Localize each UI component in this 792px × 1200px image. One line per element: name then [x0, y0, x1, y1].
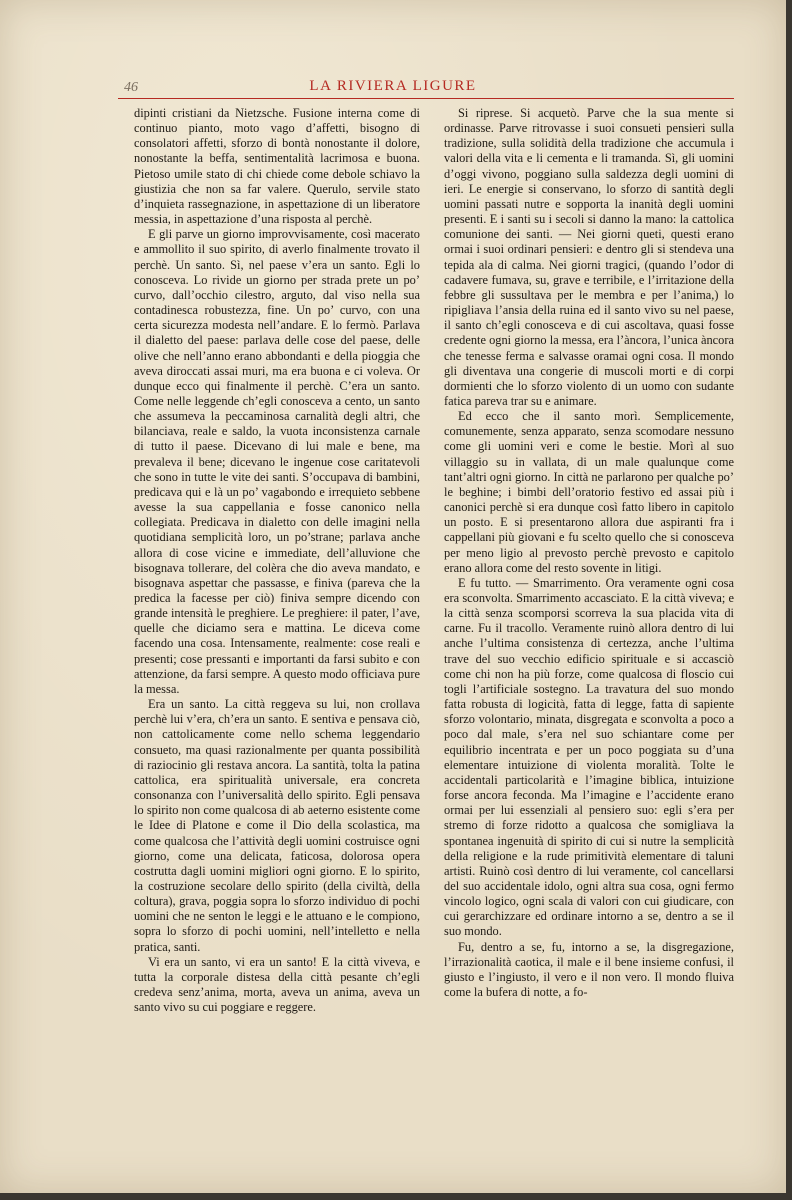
page-header	[0, 78, 786, 98]
paragraph: E fu tutto. — Smarrimento. Ora veramente ogni cosa era sconvolta. Smarrimento accasciato. E la città viveva; e la città senza scomporsi scorreva la sua placida vita di carne. Fu il tracollo. Veramente ruinò allora dentro di lui anche l’ultima consistenza di certezza, anche l’ultima trave del suo vecchio edificio spirituale e si accasciò come chi non ha più forze, come qualcosa di floscio cui togli l’artificiale sostegno. La travatura del suo mondo fatta robusta di logicità, fatta di legge, fatta di sapiente sforzo volontario, minata, disgregata e sconvolta a poco a poco dal male, s’era nel suo schiantare come per equilibrio incentrata e per un poco poggiata su d’una elementare intuizione di violenta moralità. Tolte le accidentali particolarità e l’imagine biblica, intuizione forse ancora feconda. Ma l’imagine e l’accidente erano ormai per lui essenziali al pensiero suo: egli s’era per stremo di forze ridotto a qualcosa che somigliava la spontanea ingenuità di spirito di cui si nutre la semplicità della religione e la rude primitività elementare di taluni artisti. Ruinò così dentro di lui veramente, col cancellarsi del suo accidentale idolo, ogni altra sua cosa, ogni fermo vincolo logico, ogni scala di valori con cui giudicare, con cui gerarchizzare ed ordinare intorno a se, dentro a se il suo mondo.	[444, 575, 734, 939]
paragraph: Si riprese. Si acquetò. Parve che la sua mente si ordinasse. Parve ritrovasse i suoi consueti pensieri sulla tradizione, sulla solidità della tradizione che accumula i valori della vita e li cementa e li tramanda. Sì, gli uomini d’oggi vivono, poggiano sulla saldezza degli uomini di ieri. Le energie si conservano, lo sforzo di santità degli uomini passati nutre e sopporta la inanità degli uomini presenti. E i santi su i secoli si danno la mano: la cattolica comunione dei santi. — Nei giorni queti, questi erano ormai i suoi ordinari pensieri: e dentro gli si stendeva una tepida ala di calma. Nei giorni tragici, (quando l’odor di cadavere fumava, su, grave e terribile, e l’irritazione della febbre gli sussultava per le membra e per l’anima,) lo ripigliava l’ansia della ruina ed il santo vivo su nel paese, il santo ch’egli conosceva e di cui ascoltava, quasi fosse credente ogni giorno la messa, era l’àncora, l’unica àncora che tenesse ferma e salvasse oramai ogni cosa. Il mondo gli diventava una congerie di muscoli morti e di corpi dormienti che lo sforzo violento di un uomo con sudante fatica pareva trar su e animare.	[444, 106, 734, 408]
header-rule	[118, 98, 734, 99]
paragraph: dipinti cristiani da Nietzsche. Fusione interna come di continuo pianto, moto vago d’affetti, bisogno di consolatori affetti, sforzo di bontà nonostante il dolore, nonostante la beffa, sentimentalità lacrimosa e buona. Pietoso umile stato di chi chiede come debole schiavo la giustizia che non sa far valere. Querulo, servile stato d’inquieta rassegnazione, in aspettazione di un liberatore messia, in aspettazione d’una risposta al perchè.	[134, 106, 420, 227]
paragraph: E gli parve un giorno improvvisamente, così macerato e ammollito il suo spirito, di averlo finalmente trovato il perchè. Un santo. Sì, nel paese v’era un santo. Egli lo conosceva. Lo rivide un giorno per strada prete un po’ curvo, dall’occhio cilestro, arguto, dal viso nella sua contadinesca robustezza, fine. Un po’ curvo, con una certa sicurezza modesta nell’andare. E lo fermò. Parlava il dialetto del paese: parlava delle cose del paese, delle olive che nell’anno erano abbondanti e della pioggia che aveva diroccati assai muri, ma era buona e ci voleva. Or dunque ecco qui finalmente il perchè. C’era un santo. Come nelle leggende ch’egli conosceva a cento, un santo che assumeva la peccaminosa carnalità degli altri, che bilanciava, reale e saldo, la vuota inconsistenza carnale di tutto il paese. Dicevano di lui male e bene, ma prevaleva il bene; dicevano le ingenue cose caritatevoli che sono in tutte le vite dei santi. S’occupava di bambini, predicava qui e là un po’ vagabondo e irrequieto sebbene avesse la sua cappellania e fosse canonico nella collegiata. Predicava in dialetto con delle imagini nella quotidiana semplicità loro, un po’strane; parlava anche allora di cose vicine e immediate, dell’alluvione che bisognava tollerare, del colèra che dio aveva mandato, e bisognava aspettar che passasse, e finiva (pareva che la predica la facesse per ciò) finiva sempre dicendo con grande intensità le preghiere. Le preghiere: il pater, l’ave, quelle che diciamo sera e mattina. Le diceva come facendo una cosa. Intensamente, realmente: cose reali e presenti; cose pressanti e importanti da farsi subito e con attenzione, da farsi sempre. A questo modo officiava pure la messa.	[134, 227, 420, 696]
text-column-left	[134, 106, 420, 1106]
text-column-right	[444, 106, 734, 1106]
paragraph: Era un santo. La città reggeva su lui, non crollava perchè lui v’era, ch’era un santo. E sentiva e pensava ciò, non cattolicamente come nello schema leggendario consueto, ma quasi razionalmente per quanta possibilità di raziocinio gli restava ancora. La santità, tolta la patina cattolica, era spiritualità universale, era concreta consonanza con l’universalità dello spirito. Egli pensava lo spirito non come qualcosa di ab aeterno esistente come le Idee di Platone e come il Dio della scolastica, ma come qualcosa che l’attività degli uomini costruisce ogni giorno, come una delicata, faticosa, dolorosa opera costrutta dagli uomini migliori ogni giorno. E lo spirito, la costruzione secolare dello spirito (della civiltà, della coltura), grava, poggia sopra lo sforzo individuo di pochi uomini che ne senton le leggi e le attuano e le compiono, sopra lo sforzo di pochi uomini, nell’intelletto e nella pratica, santi.	[134, 697, 420, 954]
page-number: 46	[124, 80, 138, 95]
paragraph: Ed ecco che il santo morì. Semplicemente, comunemente, senza apparato, senza scomodare nessuno come gli uomini veri e come le bestie. Morì al suo villaggio su in vallata, di un male qualunque come tant’altri ogni giorno. In città ne parlarono per qualche po’ le beghine; i bimbi dell’oratorio festivo ed assai più i canonici perchè si era dunque così fatto libero in capitolo un posto. E si presentarono allora due aspiranti fra i cappellani più giovani e fu scelto quello che si conosceva per meno ligio al prevosto perchè prevosto e capitolo erano allora come del resto sovente in litigi.	[444, 409, 734, 575]
paragraph: Vi era un santo, vi era un santo! E la città viveva, e tutta la corporale distesa della città pesante ch’egli credeva senz’anima, morta, aveva un anima, aveva un santo vivo su cui poggiare e reggere.	[134, 954, 420, 1015]
running-title: LA RIVIERA LIGURE	[309, 78, 477, 94]
paragraph: Fu, dentro a se, fu, intorno a se, la disgregazione, l’irrazionalità caotica, il male e il bene insieme confusi, il giusto e l’ingiusto, il vero e il non vero. Il mondo fluiva come la bufera di notte, a fo-	[444, 939, 734, 1000]
